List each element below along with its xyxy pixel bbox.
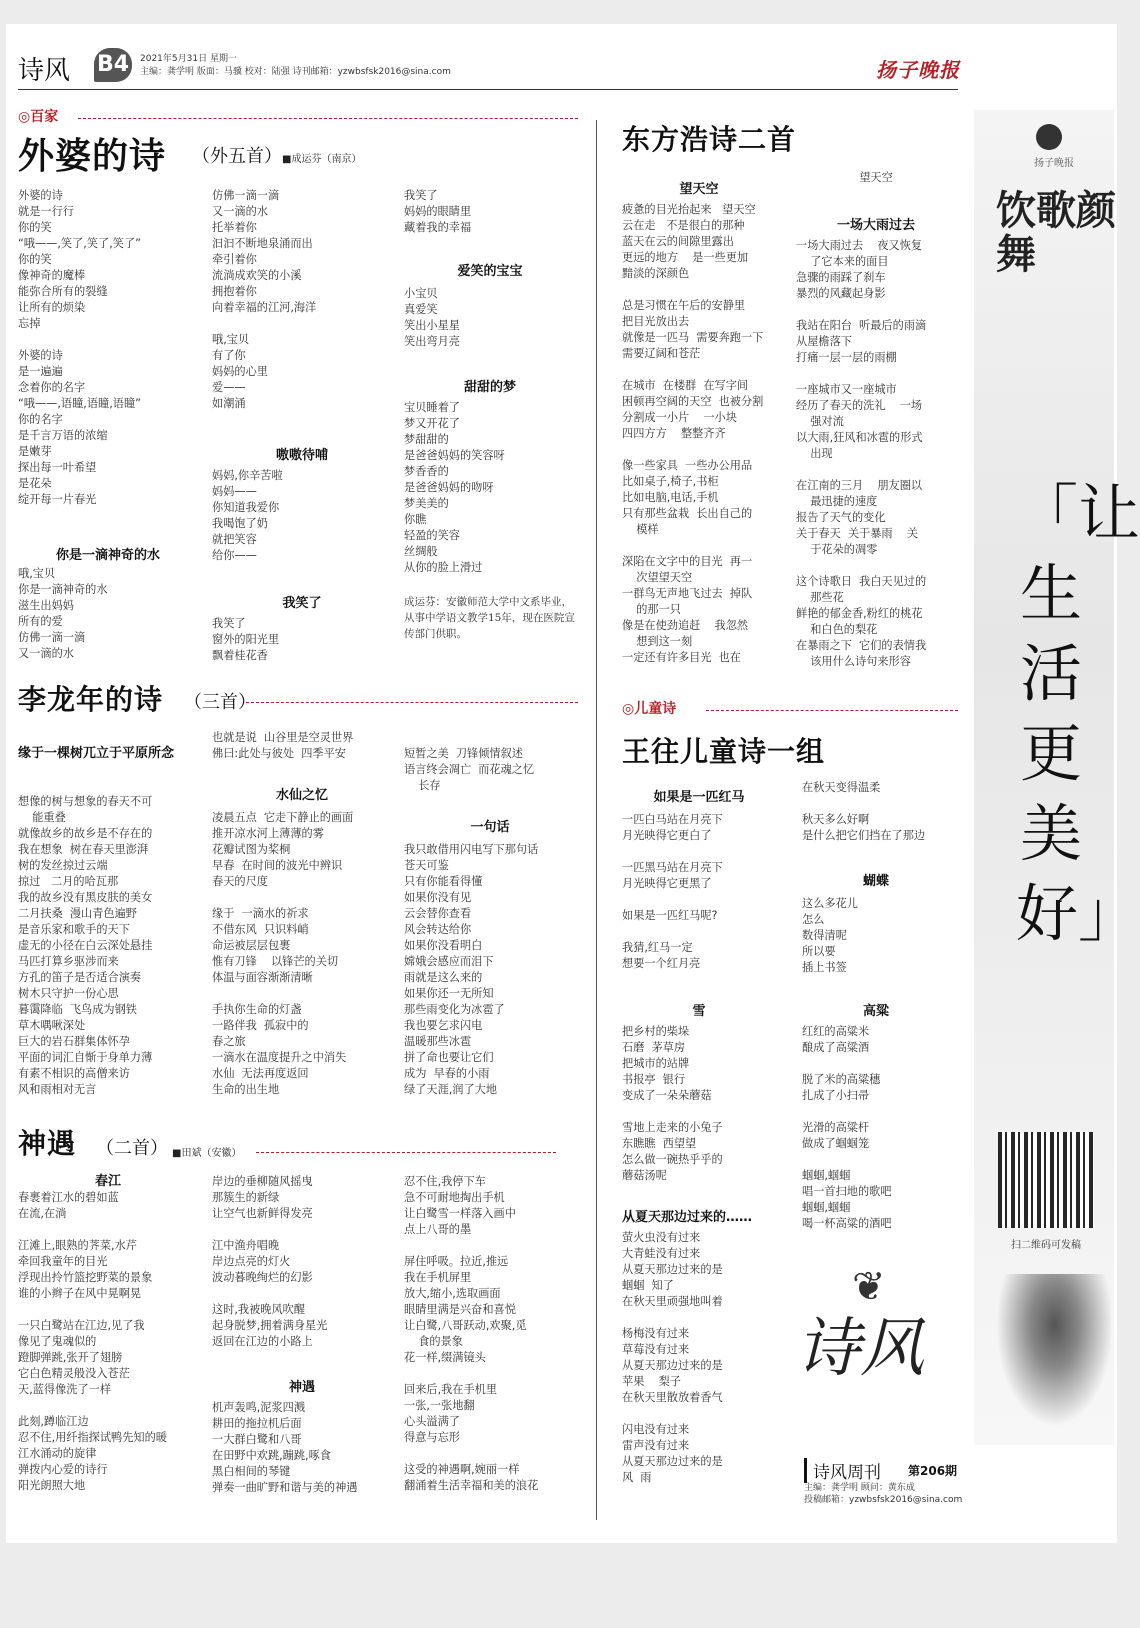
poem-text: 把乡村的柴垛 石磨 茅草房 把城市的站牌 书报亭 银行 变成了一朵朵蘑菇 雪地上走来的小兔子 东瞧瞧 西望望 怎么做一碗热乎乎的 蘑菇汤呢 bbox=[622, 1025, 723, 1182]
poem-title: 甜甜的梦 bbox=[463, 380, 516, 395]
poem-title: 一场大雨过去 bbox=[836, 218, 915, 233]
weekly-email: 投稿邮箱：yzwbsfsk2016@sina.com bbox=[804, 1495, 963, 1505]
poem-text: 我笑了 妈妈的眼睛里 藏着我的幸福 bbox=[404, 189, 472, 234]
poem-text: 忍不住,我停下车 急不可耐地掏出手机 让白鹭雪一样落入画中 点上八哥的墨 屏住呼吸。拉近,推远 我在手机屏里 放大,缩小,选取画面 眼睛里满是兴奋和喜悦 让白鹭,八哥跃动,欢聚,觅 食的景象 花一样,缀满镜头 回来后,我在手机里 一张,一张地翻 心头溢满了 得意与忘形 这受的神遇啊,婉丽一样 翻涌着生活幸福和美的浪花 bbox=[404, 1175, 539, 1492]
dashed-rule bbox=[256, 1152, 556, 1153]
weekly-meta bbox=[804, 1482, 962, 1506]
weekly-editors: 主编：龚学明 顾问：黄东成 bbox=[804, 1483, 915, 1493]
header-meta bbox=[140, 53, 451, 79]
poem-text: 短暂之美 刀锋倾情叙述 语言终会凋亡 而花魂之忆 长存 bbox=[404, 747, 535, 792]
dashed-rule bbox=[706, 710, 958, 711]
poem-byline: ■成运芬（南京） bbox=[282, 154, 362, 165]
poem-text: 也就是说 山谷里是空灵世界 佛曰:此处与彼处 四季平安 bbox=[212, 731, 354, 760]
poem-text: 望天空 bbox=[859, 171, 893, 184]
dashed-rule bbox=[78, 118, 578, 119]
column-divider bbox=[596, 120, 597, 1520]
poem-title: 嗷嗷待哺 bbox=[275, 448, 328, 463]
poem-title: 你是一滴神奇的水 bbox=[55, 548, 160, 563]
poem-text: 哦,宝贝 你是一滴神奇的水 滋生出妈妈 所有的爱 仿佛一滴一滴 又一滴的水 bbox=[18, 567, 108, 660]
weekly-title: 诗风周刊 bbox=[804, 1458, 881, 1483]
dancer-image bbox=[986, 1274, 1111, 1444]
poem-text: 这么多花儿 怎么 数得清呢 所以要 插上书签 bbox=[802, 897, 858, 974]
poem-title: 我笑了 bbox=[282, 596, 322, 611]
newspaper-logo: 扬子晚报 bbox=[876, 58, 960, 82]
poem-title: 缘于一棵树兀立于平原所念 bbox=[18, 746, 175, 761]
poem-text: 一场大雨过去 夜又恢复 了它本来的面目 急骤的雨踩了刹车 暴烈的风藏起身影 我站在阳台 听最后的雨滴 从屋檐落下 打痛一层一层的雨棚 一座城市又一座城市 经历了春天的洗礼 一场 强对流 以大雨,狂风和冰雹的形式 出现 在江南的三月 朋友圈以 最迅捷的速度 报告了天气的变化 关于春天 关于暴雨 关 于花朵的凋零 这个诗歌日 我白天见过的 那些花 鲜艳的郁金香,粉红的桃花 和白色的梨花 在暴雨之下 它们的表情我 该用什么诗句来形容 bbox=[796, 239, 927, 668]
editors-line: 主编：龚学明 版面：马骥 校对：陆强 诗刊邮箱：yzwbsfsk2016@sina.com bbox=[140, 67, 451, 77]
header-rule bbox=[18, 89, 958, 90]
newspaper-emblem-icon bbox=[1036, 124, 1062, 150]
poem-text: 一匹白马站在月亮下 月光映得它更白了 一匹黑马站在月亮下 月光映得它更黑了 如果是一匹红马呢? 我猜,红马一定 想要一个红月亮 bbox=[622, 813, 723, 970]
poem-text: 宝贝睡着了 梦又开花了 梦甜甜的 是爸爸妈妈的笑容呀 梦香香的 是爸爸妈妈的吻呀 梦美美的 你瞧 轻盈的笑容 丝绸般 从你的脸上滑过 bbox=[404, 401, 505, 574]
poem-text: 我只敢借用闪电写下那句话 苍天可鉴 只有你能看得懂 如果你没有见 云会替你查看 风会转达给你 如果你没看明白 嫦娥会感应而泪下 雨就是这么来的 如果你还一无所知 那些雨变化为冰雹了 我也要乞求闪电 温暖那些冰雹 拼了命也要让它们 成为 早春的小雨 绿了天涯,润了大地 bbox=[404, 843, 539, 1096]
poem-text: 我笑了 窗外的阳光里 飘着桂花香 bbox=[212, 617, 280, 662]
poem-group-subtitle: （外五首） bbox=[192, 146, 282, 167]
poem-text: 想像的树与想象的春天不可 能重叠 就像故乡的故乡是不存在的 我在想象 树在春天里澎湃 树的发丝掠过云端 掠过 二月的哈瓦那 我的故乡没有黑皮肤的美女 二月扶桑 漫山青色遍野 是音乐家和歌手的天下 虚无的小径在白云深处悬挂 马匹打算乡驱涉而来 方孔的笛子是否适合演奏 树木只守护一份心思 暮霭降临 飞鸟成为钢铁 草木喁啾深处 巨大的岩石群集体怀孕 平面的词汇自惭于身单力薄 有素不相识的高僧来访 风和雨相对无言 bbox=[18, 795, 153, 1096]
poem-group-title: 李龙年的诗 bbox=[18, 683, 164, 716]
poem-text: 妈妈,你辛苦啦 妈妈—— 你知道我爱你 我喝饱了奶 就把笑容 给你—— bbox=[212, 469, 283, 562]
poem-title: 爱笑的宝宝 bbox=[457, 264, 523, 279]
poem-group-title: 神遇 bbox=[18, 1127, 77, 1160]
poem-text: 岸边的垂柳随风摇曳 那簇生的新绿 让空气也新鲜得发亮 江中渔舟唱晚 岸边点亮的灯火 波动暮晚绚烂的幻影 这时,我被晚风吹醒 起身脱梦,拥着满身星光 返回在江边的小路上 bbox=[212, 1175, 328, 1348]
poem-text: 机声轰鸣,泥浆四溅 耕田的拖拉机后面 一大群白鹭和八哥 在田野中欢跳,蹦跳,啄食 黑白相间的琴键 弹奏一曲旷野和谐与美的神遇 bbox=[212, 1401, 358, 1494]
issue-date: 2021年5月31日 星期一 bbox=[140, 54, 237, 64]
poem-group-title: 外婆的诗 bbox=[18, 135, 167, 177]
poem-title: 神遇 bbox=[288, 1380, 315, 1395]
section-tag-baijia: ◎ 百家 bbox=[18, 106, 58, 126]
poem-text: 小宝贝 真爱笑 笑出小星星 笑出弯月亮 bbox=[404, 287, 460, 348]
poem-title: 蝴蝶 bbox=[862, 874, 889, 889]
poem-text: 萤火虫没有过来 大青蛙没有过来 从夏天那边过来的是 蝈蝈 知了 在秋天里顽强地叫着 杨梅没有过来 草莓没有过来 从夏天那边过来的是 苹果 梨子 在秋天里散放着香气 闪电没有过来 雷声没有过来 从夏天那边过来的是 风 雨 bbox=[622, 1231, 723, 1484]
author-bio: 成运芬：安徽师范大学中文系毕业，从事中学语文教学15年，现在医院宣传部门供职。 bbox=[404, 596, 575, 640]
poem-group-title: 东方浩诗二首 bbox=[622, 123, 797, 156]
poem-text: 疲惫的目光抬起来 望天空 云在走 不是很白的那种 蓝天在云的间隙里露出 更远的地方 是一些更加 黯淡的深颜色 总是习惯在午后的安静里 把目光放出去 就像是一匹马 需要奔跑一下 需要辽阔和苍茫 在城市 在楼群 在写字间 困顿再空阔的天空 也被分割 分割成一小片 一小块 四四方方 整整齐齐 像一些家具 一些办公用品 比如桌子,椅子,书柜 比如电脑,电话,手机 只有那些盆栽 长出自己的 模样 深陷在文字中的目光 再一 次望望天空 一群鸟无声地飞过去 掉队 的那一只 像是在使劲追赶 我忽然 想到这一刻 一定还有许多目光 也在 bbox=[622, 203, 764, 664]
poem-title: 高粱 bbox=[862, 1004, 889, 1019]
poem-text: 仿佛一滴一滴 又一滴的水 托举着你 汩汩不断地泉涌而出 牵引着你 流淌成欢笑的小溪 拥抱着你 向着幸福的江河,海洋 哦,宝贝 有了你 妈妈的心里 爱—— 如潮涌 bbox=[212, 189, 317, 410]
poem-text: 凌晨五点 它走下静止的画面 推开凉水河上薄薄的雾 花瓣试图为桨桐 早春 在时间的波光中辨识 春天的尺度 缘于 一滴水的祈求 不借东风 只识料峭 命运被层层包裹 惟有刀锋 以锋芒的关切 体温与面容渐渐清晰 手执你生命的灯盏 一路伴我 孤寂中的 春之旅 一滴水在温度提升之中消失 水仙 无法再度返回 生命的出生地 bbox=[212, 811, 354, 1096]
section-name: 诗风 bbox=[18, 56, 71, 86]
poem-title: 春江 bbox=[94, 1174, 121, 1189]
poem-title: 如果是一匹红马 bbox=[653, 790, 745, 805]
poem-group-subtitle: （二首） bbox=[96, 1138, 168, 1159]
poem-title: 望天空 bbox=[679, 182, 719, 197]
dashed-rule bbox=[246, 702, 578, 703]
butterfly-icon: ❦ bbox=[852, 1264, 886, 1310]
poem-title: 一句话 bbox=[470, 820, 510, 835]
poem-title: 水仙之忆 bbox=[275, 788, 328, 803]
poem-text: 在秋天变得温柔 秋天多么好啊 是什么把它们挡在了那边 bbox=[802, 781, 926, 842]
poem-group-title: 王往儿童诗一组 bbox=[622, 735, 826, 768]
poem-byline: ■田斌（安徽） bbox=[172, 1148, 242, 1159]
ad-logo-text: 扬子晚报 bbox=[1034, 158, 1074, 169]
poem-title: 从夏天那边过来的…… bbox=[622, 1210, 753, 1225]
page-badge: B4 bbox=[94, 48, 132, 82]
issue-number: 第206期 bbox=[908, 1464, 958, 1478]
poem-title: 雪 bbox=[692, 1004, 706, 1019]
shifeng-calligraphy: 诗风 bbox=[796, 1312, 924, 1386]
ad-slogan: 「让生活更美好」 bbox=[1016, 477, 1140, 950]
poem-text: 红红的高粱米 酿成了高粱酒 脱了米的高粱穗 扎成了小扫帚 光滑的高粱杆 做成了蝈蝈笼 蝈蝈,蝈蝈 唱一首扫地的歌吧 蝈蝈,蝈蝈 喝一杯高粱的酒吧 bbox=[802, 1025, 892, 1230]
poem-text: 春裹着江水的碧如蓝 在流,在淌 江滩上,眼熟的荠菜,水芹 牵回我童年的目光 浮现出拎竹篮挖野菜的景象 谁的小辫子在风中晃啊晃 一只白鹭站在江边,见了我 像见了鬼魂似的 蹬脚弹跳,张开了翅膀 它白色精灵般没入苍茫 天,蓝得像洗了一样 此刻,蹲临江边 忍不住,用纤指探试鸭先知的暖 江水涌动的旋律 弹拨内心爱的诗行 阳光朗照大地 bbox=[18, 1191, 167, 1492]
poem-group-subtitle: （三首） bbox=[184, 692, 256, 713]
poem-text: 外婆的诗 就是一行行 你的笑 “哦——,笑了,笑了,笑了” 你的笑 像神奇的魔棒 能弥合所有的裂缝 让所有的烦染 忘掉 外婆的诗 是一遍遍 念着你的名字 “哦——,语瞳,语瞳,语瞳” 你的名字 是千言万语的浓缩 是嫩芽 探出每一叶希望 是花朵 绽开每一片春光 bbox=[18, 189, 141, 506]
qr-caption: 扫二维码可发稿 bbox=[1011, 1240, 1081, 1251]
qr-code-icon[interactable] bbox=[998, 1132, 1094, 1228]
ad-calligraphy: 饮歌颜舞 bbox=[996, 187, 1116, 278]
newspaper-page bbox=[6, 24, 1140, 1543]
section-tag-children: ◎ 儿童诗 bbox=[622, 698, 676, 718]
